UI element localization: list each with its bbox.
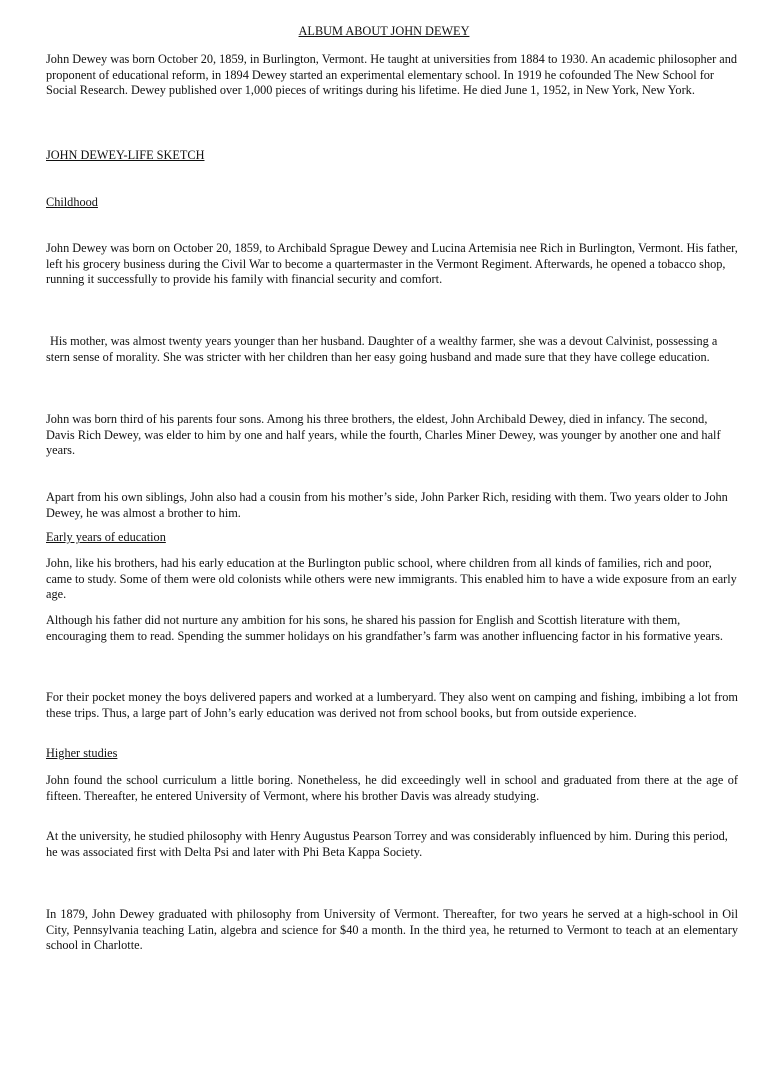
childhood-paragraph-1: John Dewey was born on October 20, 1859, to Archibald Sprague Dewey and Lucina Artemisia nee Rich in Burlington, Vermont. His father, left his grocery business during the Civil War to become a quartermaster in the Vermont Regiment. Afterwards, he opened a tobacco shop, running it successfully to provide his family with financial security and comfort. — [46, 241, 738, 287]
higher-studies-heading-text: Higher studies — [46, 746, 118, 760]
early-education-heading-text: Early years of education — [46, 530, 166, 544]
life-sketch-heading — [46, 148, 738, 164]
childhood-paragraph-2: His mother, was almost twenty years younger than her husband. Daughter of a wealthy farmer, she was a devout Calvinist, possessing a stern sense of morality. She was stricter with her children than her easy going husband and made sure that they have college education. — [46, 334, 718, 364]
early-education-heading — [46, 530, 738, 546]
higher-studies-paragraph-3: In 1879, John Dewey graduated with philosophy from University of Vermont. Thereafter, for two years he served at a high-school in Oil City, Pennsylvania teaching Latin, algebra and science for $40 a month. In the third yea, he returned to Vermont to teach at an elementary school in Charlotte. — [46, 907, 738, 953]
intro-paragraph: John Dewey was born October 20, 1859, in Burlington, Vermont. He taught at universities from 1884 to 1930. An academic philosopher and proponent of educational reform, in 1894 Dewey started an experimental elementary school. In 1919 he cofounded The New School for Social Research. Dewey published over 1,000 pieces of writings during his lifetime. He died June 1, 1952, in New York, New York. — [46, 52, 738, 98]
childhood-heading — [46, 195, 738, 211]
childhood-paragraph-3: John was born third of his parents four sons. Among his three brothers, the eldest, John Archibald Dewey, died in infancy. The second, Davis Rich Dewey, was elder to him by one and half years, while the fourth, Charles Miner Dewey, was younger by another one and half years. — [46, 412, 721, 458]
childhood-heading-text: Childhood — [46, 195, 98, 209]
life-sketch-heading-text: JOHN DEWEY-LIFE SKETCH — [46, 148, 205, 162]
childhood-paragraph-4: Apart from his own siblings, John also had a cousin from his mother’s side, John Parker Rich, residing with them. Two years older to John Dewey, he was almost a brother to him. — [46, 490, 728, 520]
early-education-paragraph-3: For their pocket money the boys delivered papers and worked at a lumberyard. They also went on camping and fishing, imbibing a lot from these trips. Thus, a large part of John’s early education was derived not from school books, but from outside experience. — [46, 690, 738, 720]
higher-studies-heading — [46, 746, 738, 762]
page-title: ALBUM ABOUT JOHN DEWEY — [298, 24, 470, 38]
higher-studies-paragraph-2: At the university, he studied philosophy with Henry Augustus Pearson Torrey and was considerably influenced by him. During this period, he was associated first with Delta Psi and later with Phi Beta Kappa Society. — [46, 829, 728, 859]
early-education-paragraph-2: Although his father did not nurture any ambition for his sons, he shared his passion for English and Scottish literature with them, encouraging them to read. Spending the summer holidays on his grandfather’s farm was another influencing factor in his formative years. — [46, 613, 723, 643]
higher-studies-paragraph-1: John found the school curriculum a little boring. Nonetheless, he did exceedingly well in school and graduated from there at the age of fifteen. Thereafter, he entered University of Vermont, where his brother Davis was already studying. — [46, 773, 738, 803]
early-education-paragraph-1: John, like his brothers, had his early education at the Burlington public school, where children from all kinds of families, rich and poor, came to study. Some of them were old colonists while others were new immigrants. This enabled him to have a wide exposure from an early age. — [46, 556, 737, 602]
